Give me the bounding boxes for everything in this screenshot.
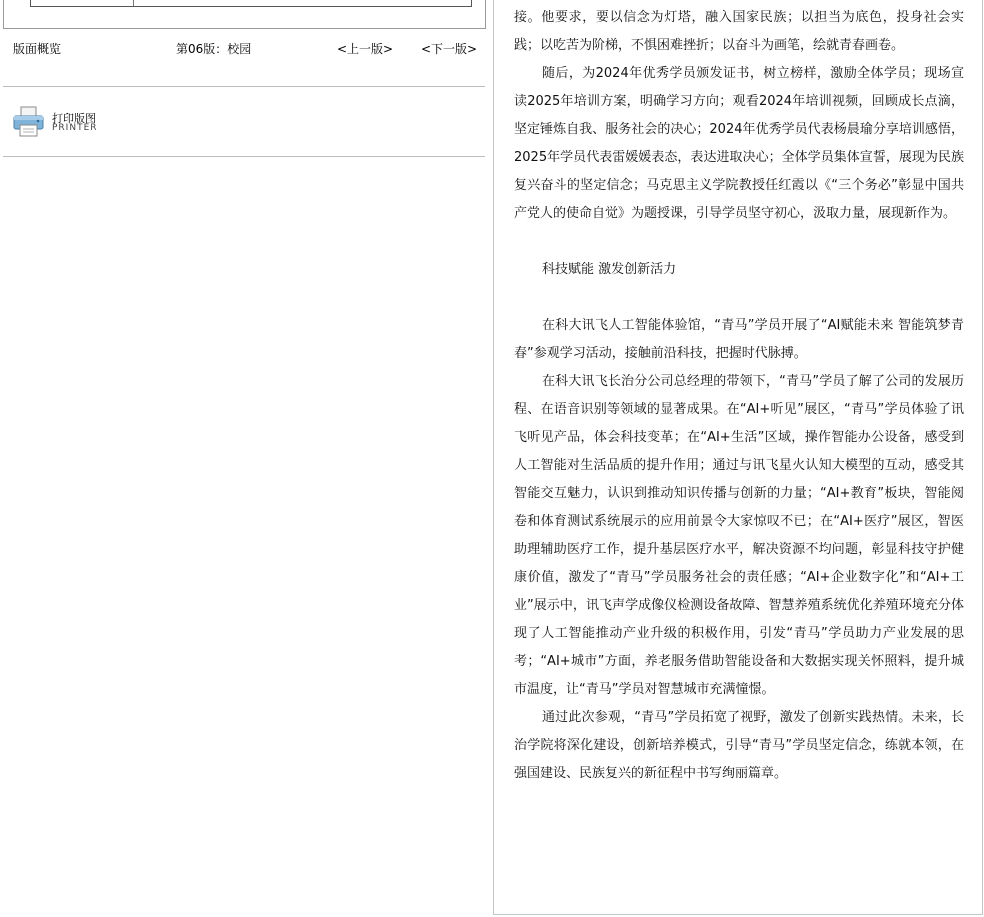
article-paragraph: 在科大讯飞长治分公司总经理的带领下，“青马”学员了解了公司的发展历程、在语音识别等领域的显著成果。在“AI+听见”展区，“青马”学员体验了讯飞听见产品，体会科技变革；在“AI+生活”区域，操作智能办公设备，感受到人工智能对生活品质的提升作用；通过与讯飞星火认知大模型的互动，感受其智能交互魅力，认识到推动知识传播与创新的力量；“AI+教育”板块，智能阅卷和体育测试系统展示的应用前景令大家惊叹不已；在“AI+医疗”展区，智医助理辅助医疗工作，提升基层医疗水平，解决资源不均问题，彰显科技守护健康价值，激发了“青马”学员服务社会的责任感；“AI+企业数字化”和“AI+工业”展示中，讯飞声学成像仪检测设备故障、智慧养殖系统优化养殖环境充分体现了人工智能推动产业升级的积极作用，引发“青马”学员助力产业发展的思考；“AI+城市”方面，养老服务借助智能设备和大数据实现关怀照料，提升城市温度，让“青马”学员对智慧城市充满憧憬。: [514, 374, 964, 697]
prev-page-link[interactable]: <上一版>: [337, 42, 394, 56]
printer-icon: [12, 104, 46, 138]
layout-preview-panel: [0, 0, 487, 917]
article-panel: [493, 0, 983, 915]
article-paragraph: 通过此次参观，“青马”学员拓宽了视野，激发了创新实践热情。未来，长治学院将深化建设，创新培养模式，引导“青马”学员坚定信念，练就本领，在强国建设、民族复兴的新征程中书写绚丽篇章。: [514, 710, 964, 781]
page-navigation: [0, 36, 487, 60]
next-page-link[interactable]: <下一版>: [421, 42, 478, 56]
print-label: 打印版图: [52, 112, 96, 125]
article-paragraph: 在科大讯飞人工智能体验馆，“青马”学员开展了“AI赋能未来 智能筑梦青春”参观学习活动，接触前沿科技，把握时代脉搏。: [514, 318, 964, 361]
article-paragraph: 随后，为2024年优秀学员颁发证书，树立榜样，激励全体学员；现场宣读2025年培训方案，明确学习方向；观看2024年培训视频，回顾成长点滴，坚定锤炼自我、服务社会的决心；2024年优秀学员代表杨晨瑜分享培训感悟，2025年学员代表雷媛媛表态，表达进取决心；全体学员集体宣誓，展现为民族复兴奋斗的坚定信念；马克思主义学院教授任红霞以《“三个务必”彰显中国共产党人的使命自觉》为题授课，引导学员坚守初心，汲取力量，展现新作为。: [514, 66, 964, 221]
page-thumbnail[interactable]: [3, 0, 486, 29]
print-page-button[interactable]: [12, 104, 132, 140]
article-subheading: 科技赋能 激发创新活力: [542, 262, 677, 277]
thumbnail-image[interactable]: [30, 0, 472, 7]
current-page-label: 第06版：校园: [176, 42, 252, 56]
overview-label: 版面概览: [13, 42, 62, 56]
print-sublabel: PRINTER: [52, 123, 98, 133]
divider: [3, 156, 485, 157]
article-paragraph: 接。他要求，要以信念为灯塔，融入国家民族；以担当为底色，投身社会实践；以吃苦为阶梯，不惧困难挫折；以奋斗为画笔，绘就青春画卷。: [514, 10, 964, 53]
divider: [3, 86, 485, 87]
article-body: [514, 4, 964, 788]
